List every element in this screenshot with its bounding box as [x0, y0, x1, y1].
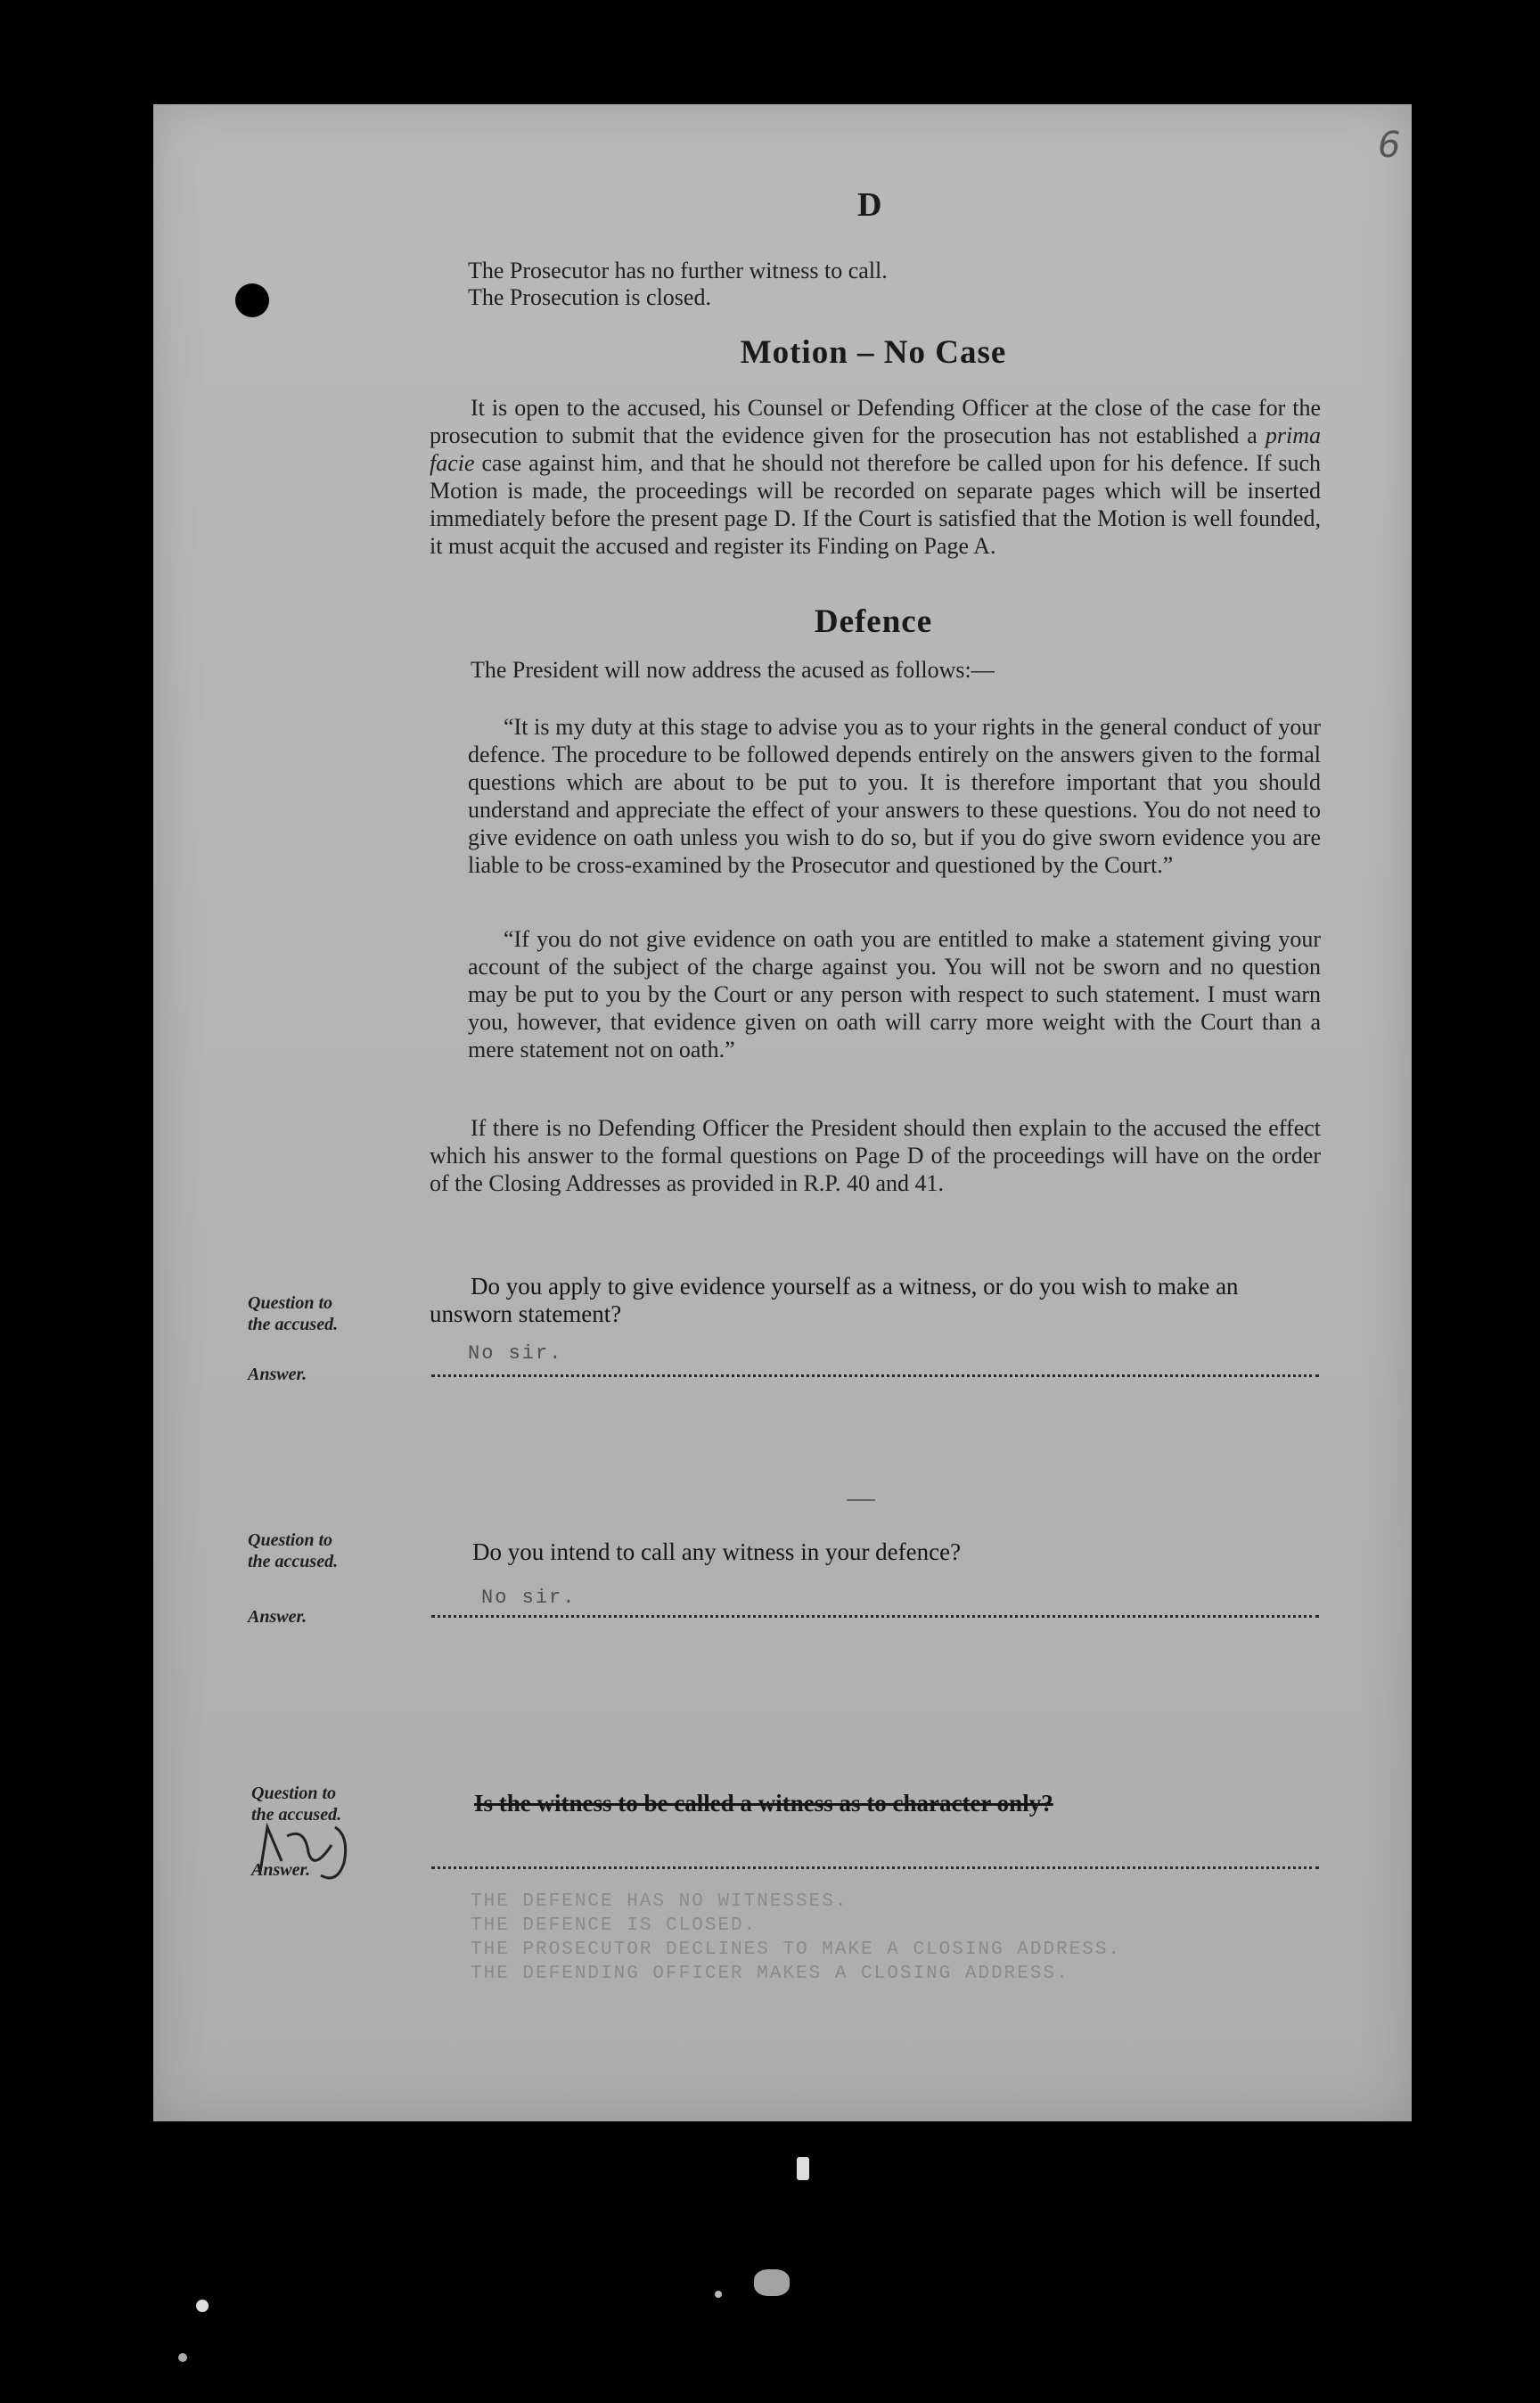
prosecution-closed-line: The Prosecution is closed. — [468, 284, 711, 310]
question-3-text-struck: Is the witness to be called a witness as to character only? — [474, 1790, 1053, 1817]
page-letter: D — [857, 186, 882, 224]
answer-1-dotted-line — [431, 1374, 1319, 1377]
the-accused-label: the accused. — [248, 1552, 339, 1571]
motion-text-start: It is open to the accused, his Counsel or Defending Officer at the close of the case for the prosecution to submit that the evidence given for the prosecution has not established a — [430, 395, 1321, 448]
scan-debris — [196, 2300, 209, 2312]
motion-no-case-paragraph — [430, 394, 1321, 560]
answer-1-value: No sir. — [468, 1342, 563, 1365]
prosecution-no-witness-line: The Prosecutor has no further witness to call. — [468, 258, 888, 283]
motion-no-case-heading: Motion – No Case — [740, 334, 1007, 371]
binding-hole — [235, 283, 269, 317]
question-to-label: Question to — [251, 1784, 337, 1803]
defence-address-paragraph-1: “It is my duty at this stage to advise you as to your rights in the general conduct of your defence. The procedure to be followed depends entirely on the answers given to the formal questions which are about to be put to you. It is therefore important that you should understand and appreciate the effect of your answers to these questions. You do not need to give evidence on oath unless you wish to do so, but if you do give sworn evidence you are liable to be cross-examined by the Prosecutor and questioned by the Court.” — [468, 714, 1321, 878]
question-to-label: Question to — [248, 1293, 333, 1313]
typed-note: THE DEFENDING OFFICER MAKES A CLOSING ADDRESS. — [471, 1964, 1069, 1984]
question-to-accused-label-2 — [248, 1530, 338, 1572]
scan-debris — [178, 2353, 187, 2362]
the-accused-label: the accused. — [248, 1315, 339, 1334]
question-1-text: Do you apply to give evidence yourself as a witness, or do you wish to make an unsworn statement? — [430, 1273, 1239, 1327]
typed-closing-notes — [471, 1890, 1121, 1986]
answer-label-1: Answer. — [248, 1365, 307, 1384]
scan-debris — [797, 2157, 809, 2180]
question-to-accused-label-1 — [248, 1292, 338, 1335]
defence-intro-line: The President will now address the acused as follows:— — [471, 657, 995, 683]
defence-instruction-paragraph: If there is no Defending Officer the President should then explain to the accused the effect which his answer to the formal questions on Page D of the proceedings will have on the order of the Closing Addresses as provided in R.P. 40 and 41. — [430, 1115, 1321, 1196]
answer-2-dotted-line — [431, 1615, 1319, 1618]
the-accused-label: the accused. — [251, 1805, 342, 1825]
answer-3-dotted-line — [431, 1866, 1319, 1869]
motion-text-end: case against him, and that he should not therefore be called upon for his defence. If such Motion is made, the proceedings will be recorded on separate pages which will be inserted immediately before the present page D. If the Court is satisfied that the Motion is well founded, it must acquit the accused and register its Finding on Page A. — [430, 450, 1321, 559]
answer-2-value: No sir. — [481, 1587, 577, 1609]
question-2-text: Do you intend to call any witness in your defence? — [472, 1538, 962, 1565]
corner-page-mark: 6 — [1378, 125, 1401, 166]
question-to-label: Question to — [248, 1530, 333, 1550]
prima-facie-term: prima facie — [430, 422, 1321, 476]
scan-debris — [754, 2269, 790, 2296]
typed-note: THE DEFENCE IS CLOSED. — [471, 1915, 758, 1936]
defence-address-paragraph-2: “If you do not give evidence on oath you are entitled to make a statement giving your account of the subject of the charge against you. You will not be sworn and no question may be put to you by the Court or any person with respect to such statement. I must warn you, however, that evidence given on oath will carry more weight with the Court than a mere statement not on oath.” — [468, 926, 1321, 1062]
answer-label-2: Answer. — [248, 1607, 307, 1627]
defence-heading: Defence — [814, 603, 933, 640]
stray-pencil-mark — [847, 1499, 875, 1501]
typed-note: THE DEFENCE HAS NO WITNESSES. — [471, 1891, 848, 1912]
answer-label-3: Answer. — [251, 1860, 311, 1880]
scan-debris — [715, 2291, 722, 2298]
typed-note: THE PROSECUTOR DECLINES TO MAKE A CLOSING ADDRESS. — [471, 1940, 1122, 1960]
